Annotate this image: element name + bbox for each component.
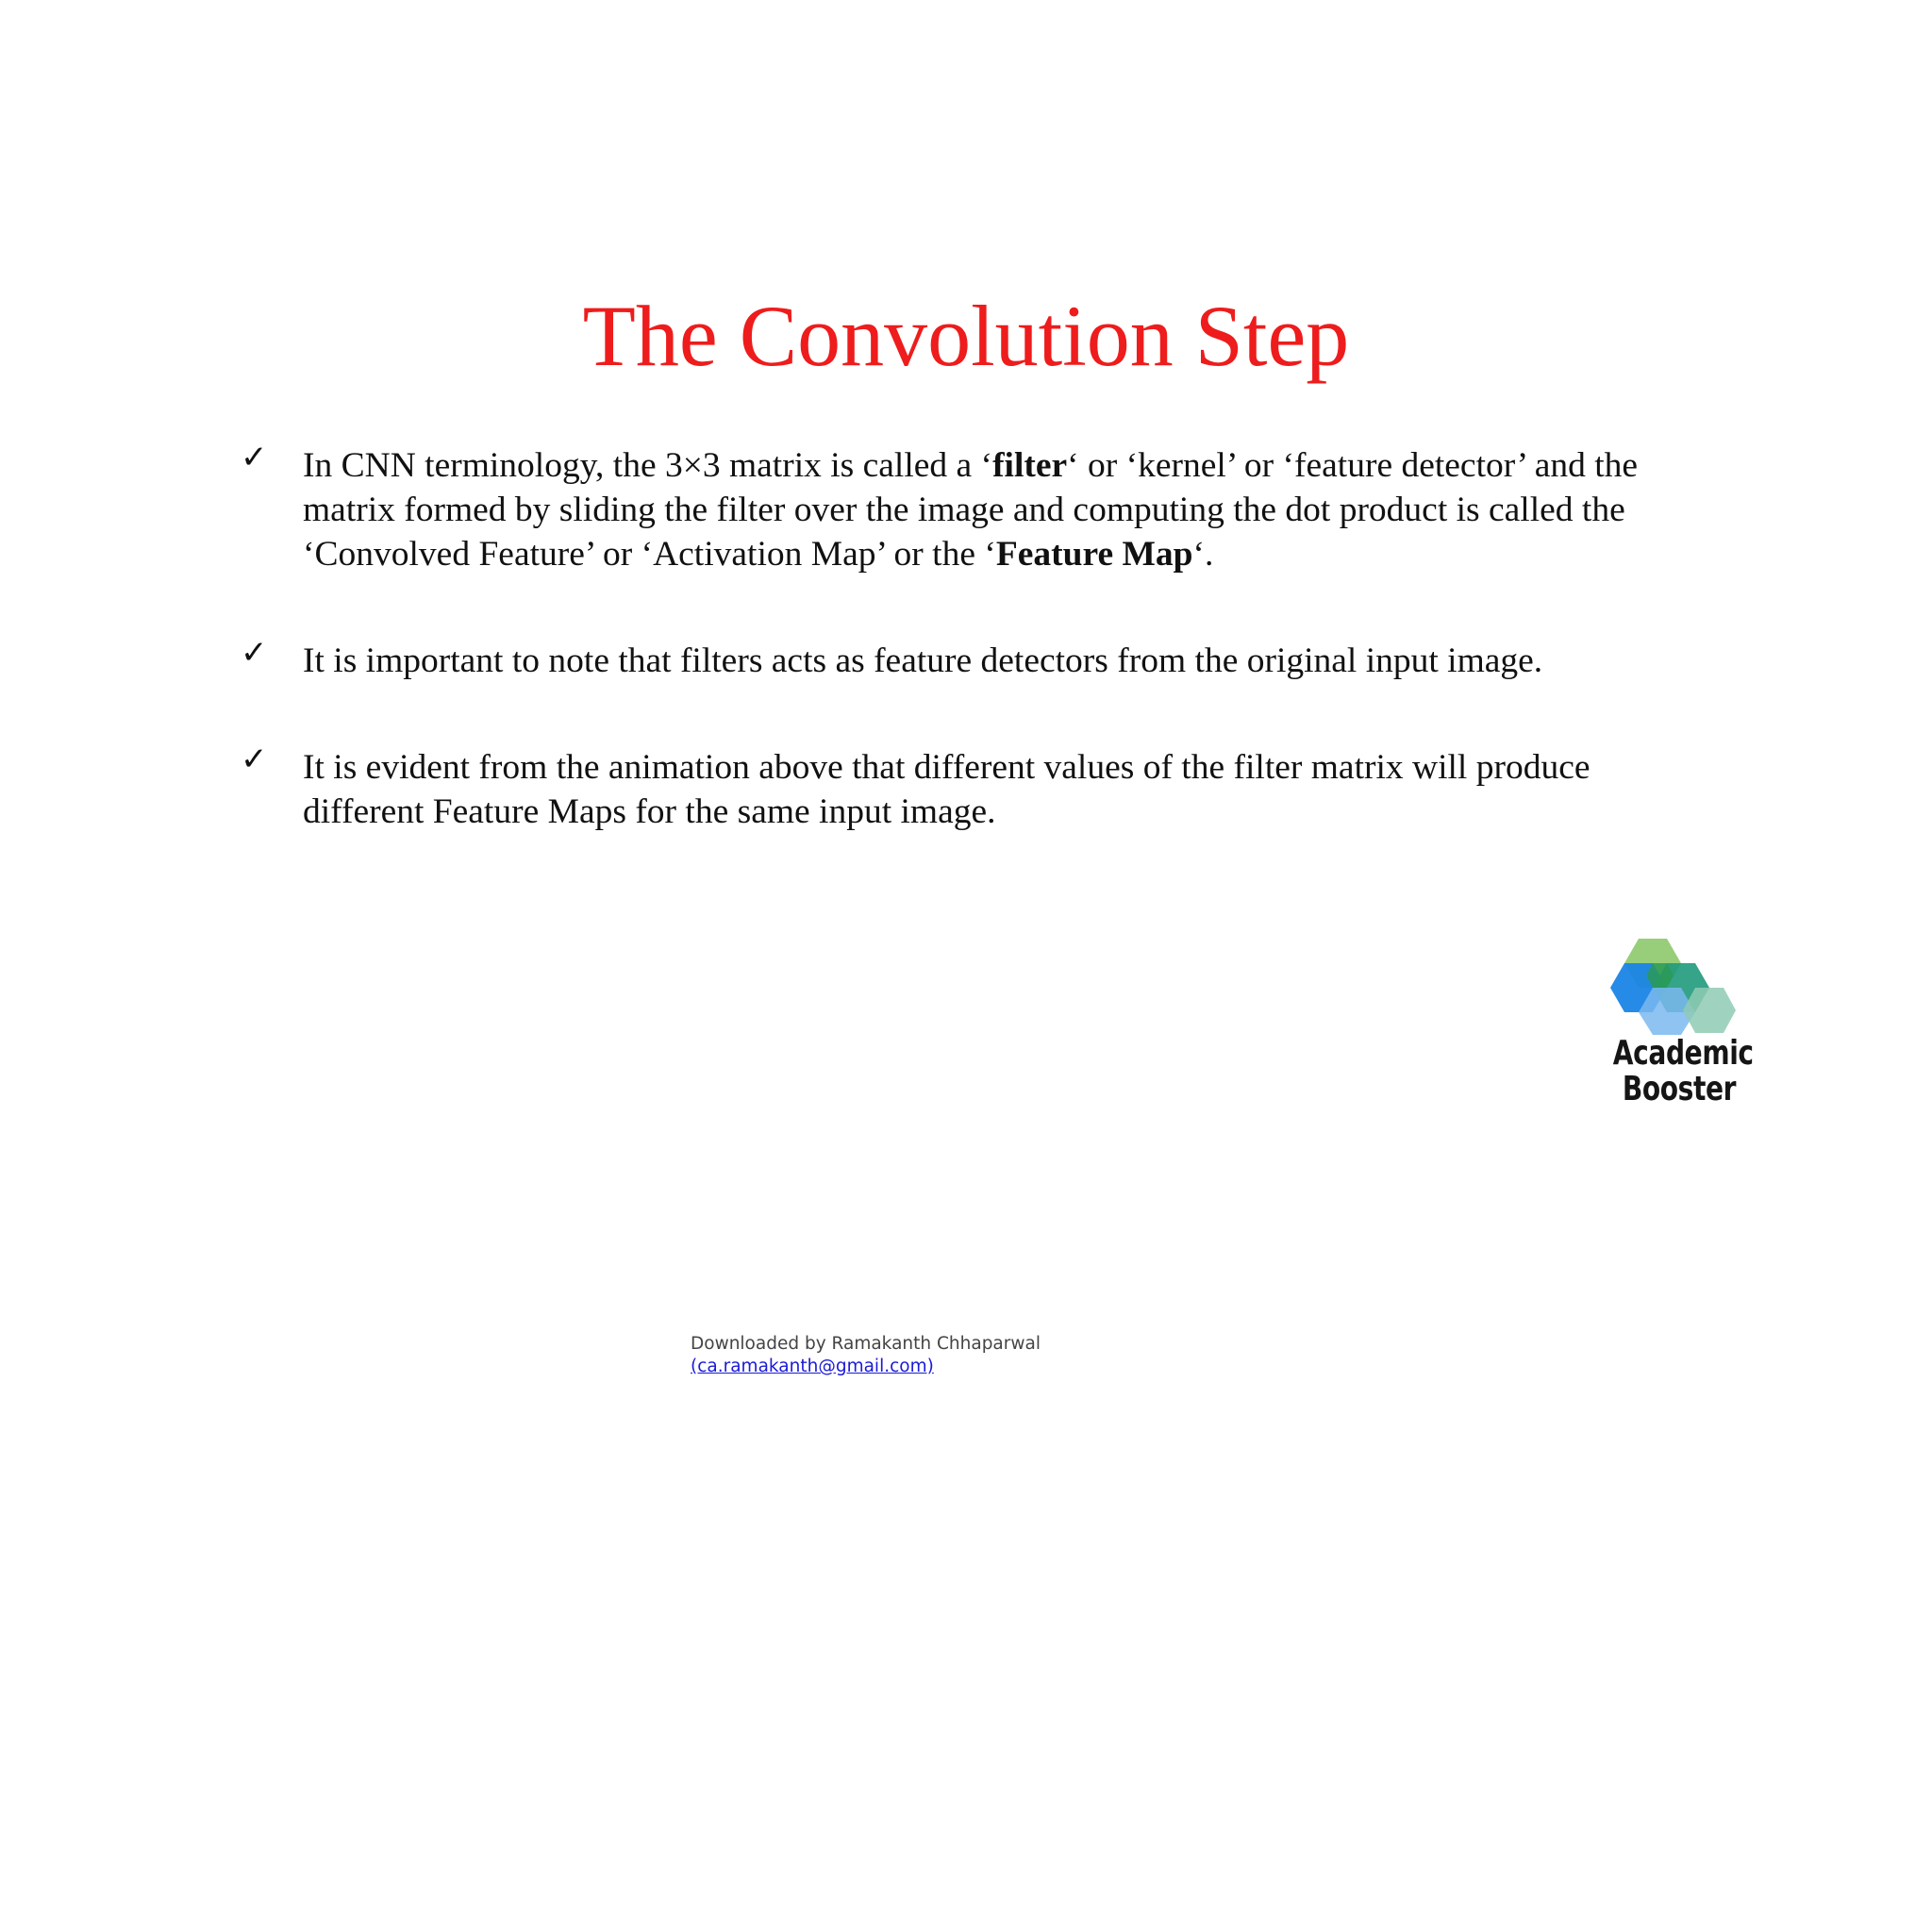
bullet-text-segment: ‘. (1192, 535, 1214, 574)
email-link[interactable]: (ca.ramakanth@gmail.com) (691, 1357, 934, 1376)
bullet-item (241, 439, 1712, 576)
bullet-text-segment: It is evident from the animation above that different values of the filter matrix will produce different Feature Maps for the same input image. (303, 748, 1591, 831)
bullet-text-bold-feature-map: Feature Map (995, 535, 1193, 574)
logo-text-booster: Booster (1622, 1070, 1737, 1108)
bullet-text (303, 748, 1591, 831)
hexagon-cluster-icon (1594, 929, 1764, 1035)
check-mark-icon: ✓ (241, 634, 268, 672)
bullet-text-bold-filter: filter (992, 446, 1068, 485)
bullet-text-segment: It is important to note that filters acts as feature detectors from the original input image. (303, 641, 1543, 680)
academic-booster-logo (1594, 929, 1764, 1118)
footer-attribution (691, 1333, 1041, 1378)
bullet-text-segment: ‘ or ‘kernel’ or ‘feature detector’ and the matrix formed by sliding the filter over the image and computing the dot product is called the ‘Convolved Feature’ or ‘Activation Map’ or the ‘ (303, 446, 1639, 574)
bullet-text (303, 446, 1638, 574)
bullet-item (241, 634, 1712, 683)
bullet-text-segment: In CNN terminology, the 3×3 matrix is called a ‘ (303, 446, 993, 485)
downloaded-by-text: Downloaded by Ramakanth Chhaparwal (691, 1334, 1041, 1354)
check-mark-icon: ✓ (241, 741, 268, 778)
bullet-list (241, 439, 1712, 834)
bullet-text (303, 641, 1542, 680)
logo-text-academic: Academic (1612, 1034, 1754, 1073)
check-mark-icon: ✓ (241, 439, 268, 476)
slide-title: The Convolution Step (582, 288, 1350, 384)
bullet-item (241, 741, 1712, 834)
